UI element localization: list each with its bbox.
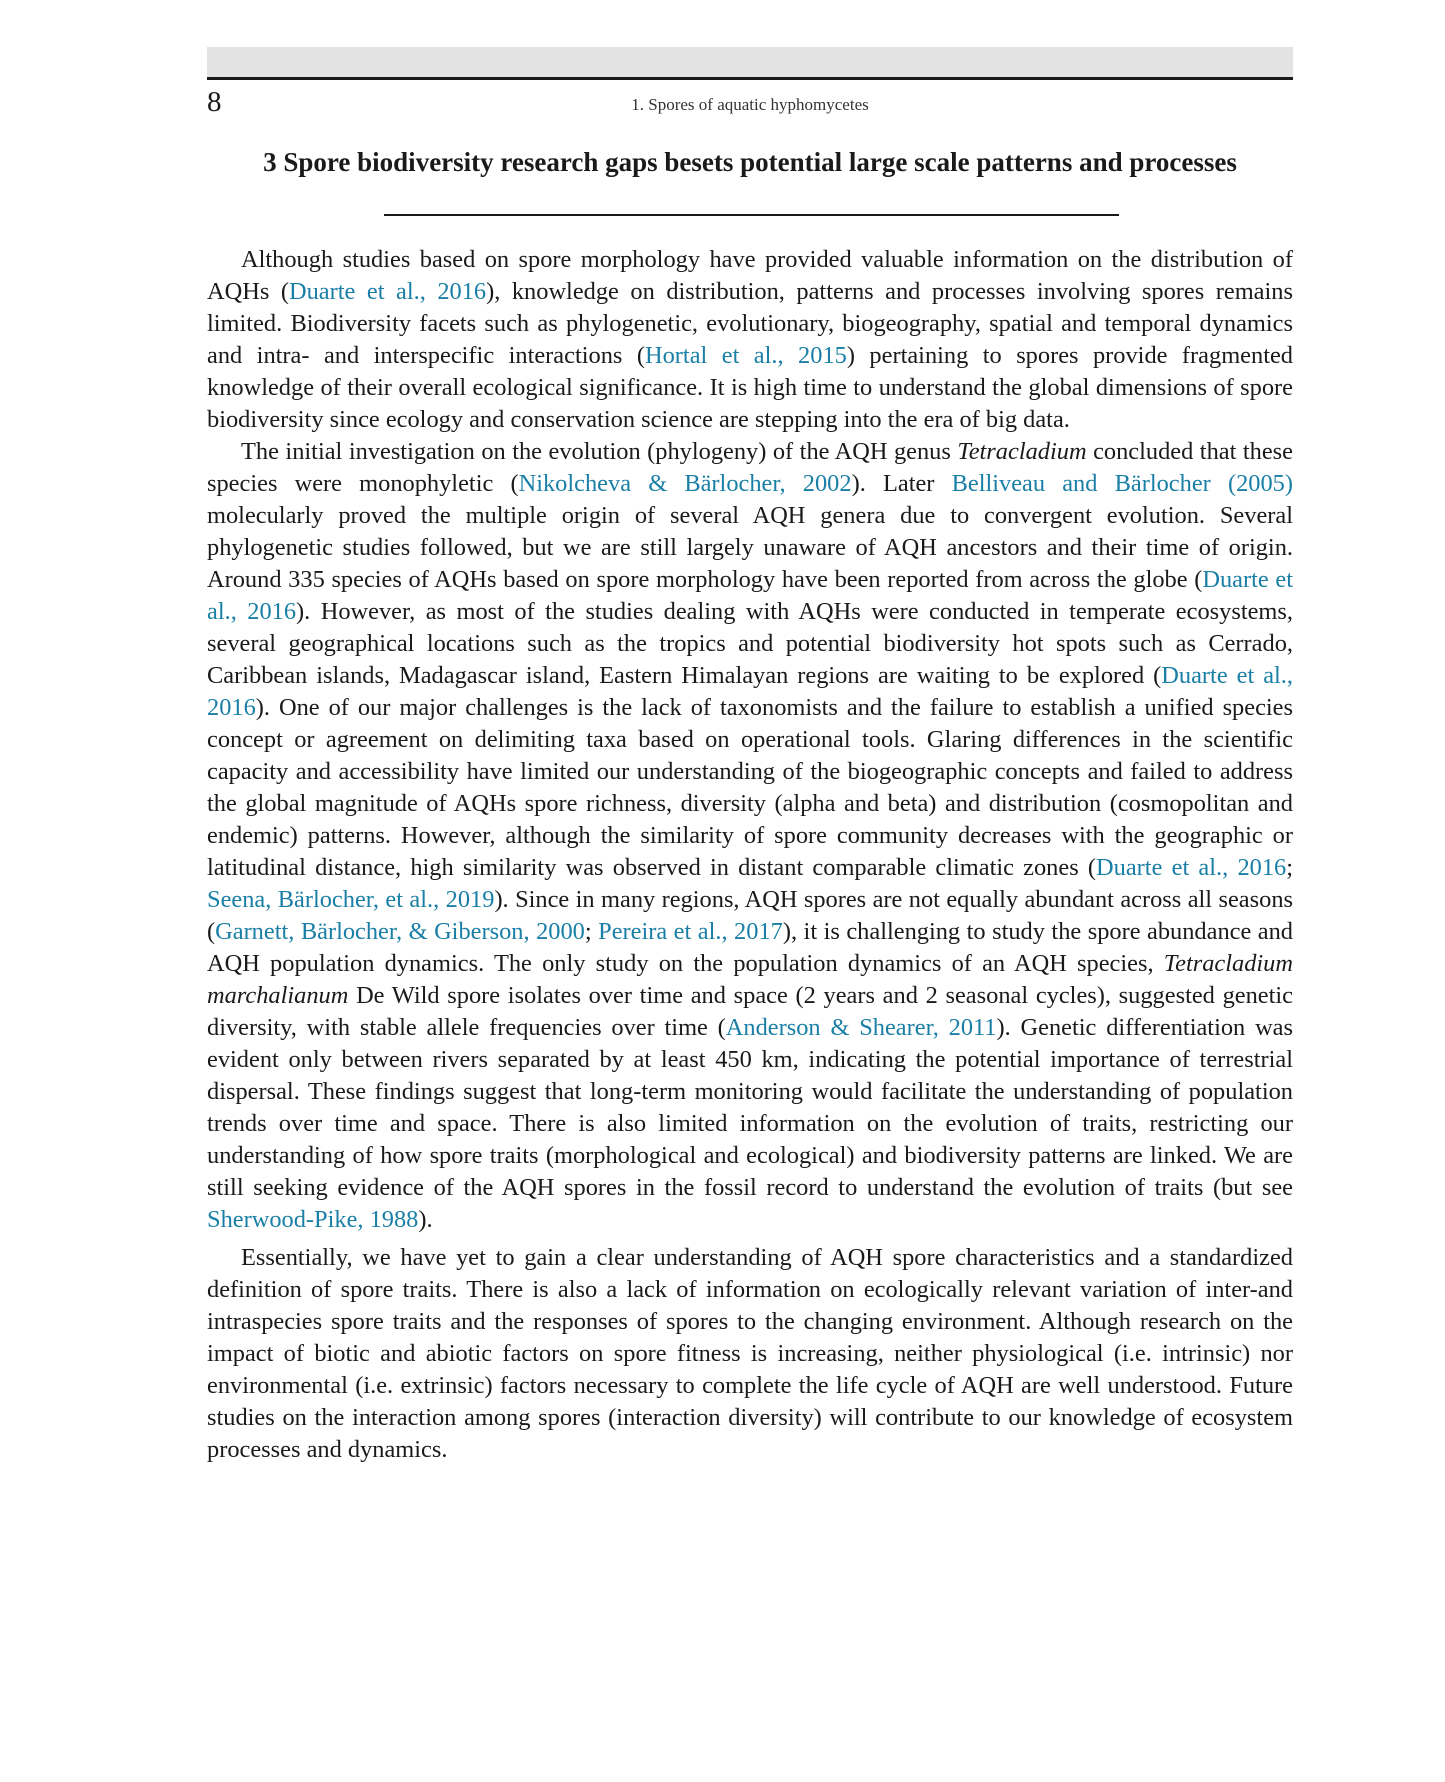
species-name: Tetracladium marchalianum	[207, 950, 1293, 1009]
text-segment: ). One of our major challenges is the lack of taxonomists and the failure to establish a unified species concept or agreement on delimiting taxa based on operational tools. Glaring differences in the scientific capacity and accessibility have limited our understanding of the biogeographic concepts and failed to address the global magnitude of AQHs spore richness, diversity (alpha and beta) and distribution (cosmopolitan and endemic) patterns. However, although the similarity of spore community decreases with the geographic or latitudinal distance, high similarity was observed in distant comparable climatic zones (	[207, 694, 1293, 881]
text-segment: ;	[584, 918, 599, 945]
citation-link[interactable]: Hortal et al., 2015	[644, 342, 847, 369]
citation-link[interactable]: Duarte et al., 2016	[207, 566, 1293, 625]
page-number: 8	[207, 86, 222, 118]
citation-link[interactable]: Belliveau and Bärlocher (2005)	[951, 470, 1293, 497]
text-segment: molecularly proved the multiple origin of several AQH genera due to convergent evolution. Several phylogenetic studies followed, but we are still largely unaware of AQH ancestors and their time of origin. Around 335 species of AQHs based on spore morphology have been reported from across the globe (	[207, 502, 1293, 593]
paragraph-2	[207, 436, 1293, 1236]
header-band	[207, 47, 1293, 77]
text-segment: ), knowledge on distribution, patterns and processes involving spores remains limited. Biodiversity facets such as phylogenetic, evolutionary, biogeography, spatial and temporal dynamics and intra- and interspecific interactions (	[207, 278, 1293, 369]
text-segment: Although studies based on spore morphology have provided valuable information on the distribution of AQHs (	[207, 246, 1293, 305]
paragraph-1	[207, 244, 1293, 436]
body-text	[207, 244, 1293, 1466]
text-segment: De Wild spore isolates over time and space (2 years and 2 seasonal cycles), suggested genetic diversity, with stable allele frequencies over time (	[207, 982, 1293, 1041]
citation-link[interactable]: Duarte et al., 2016	[1096, 854, 1287, 881]
header-rule	[207, 77, 1293, 80]
text-segment: The initial investigation on the evolution (phylogeny) of the AQH genus	[241, 438, 958, 465]
citation-link[interactable]: Anderson & Shearer, 2011	[725, 1014, 997, 1041]
running-head: 1. Spores of aquatic hyphomycetes	[631, 95, 869, 114]
heading-rule	[384, 214, 1119, 216]
text-segment: ). However, as most of the studies dealing with AQHs were conducted in temperate ecosystems, several geographical locations such as the tropics and potential biodiversity hot spots such as Cerrado, Caribbean islands, Madagascar island, Eastern Himalayan regions are waiting to be explored (	[207, 598, 1293, 689]
citation-link[interactable]: Garnett, Bärlocher, & Giberson, 2000	[215, 918, 585, 945]
citation-link[interactable]: Sherwood-Pike, 1988	[207, 1206, 419, 1233]
text-segment: ). Since in many regions, AQH spores are not equally abundant across all seasons (	[207, 886, 1294, 945]
section-heading: 3 Spore biodiversity research gaps besets potential large scale patterns and processes	[263, 147, 1237, 177]
text-segment: ). Genetic differentiation was evident only between rivers separated by at least 450 km, indicating the potential importance of terrestrial dispersal. These findings suggest that long-term monitoring would facilitate the understanding of population trends over time and space. There is also limited information on the evolution of traits, restricting our understanding of how spore traits (morphological and ecological) and biodiversity patterns are linked. We are still seeking evidence of the AQH spores in the fossil record to understand the evolution of traits (but see	[207, 1014, 1293, 1201]
text-segment: ), it is challenging to study the spore abundance and AQH population dynamics. The only study on the population dynamics of an AQH species,	[207, 918, 1294, 977]
citation-link[interactable]: Pereira et al., 2017	[598, 918, 783, 945]
text-segment: ).	[418, 1206, 433, 1233]
citation-link[interactable]: Seena, Bärlocher, et al., 2019	[207, 886, 495, 913]
text-segment: Essentially, we have yet to gain a clear understanding of AQH spore characteristics and a standardized definition of spore traits. There is also a lack of information on ecologically relevant variation of inter-and intraspecies spore traits and the responses of spores to the changing environment. Although research on the impact of biotic and abiotic factors on spore fitness is increasing, neither physiological (i.e. intrinsic) nor environmental (i.e. extrinsic) factors necessary to complete the life cycle of AQH are well understood. Future studies on the interaction among spores (interaction diversity) will contribute to our knowledge of ecosystem processes and dynamics.	[207, 1244, 1293, 1463]
citation-link[interactable]: Duarte et al., 2016	[288, 278, 487, 305]
text-segment: ). Later	[851, 470, 952, 497]
citation-link[interactable]: Nikolcheva & Bärlocher, 2002	[518, 470, 852, 497]
text-segment: ) pertaining to spores provide fragmented knowledge of their overall ecological significance. It is high time to understand the global dimensions of spore biodiversity since ecology and conservation science are stepping into the era of big data.	[207, 342, 1293, 433]
text-segment: concluded that these species were monophyletic (	[207, 438, 1293, 497]
species-name: Tetracladium	[957, 438, 1087, 465]
text-segment: ;	[1286, 854, 1294, 881]
citation-link[interactable]: Duarte et al., 2016	[207, 662, 1293, 721]
paragraph-3	[207, 1242, 1293, 1466]
